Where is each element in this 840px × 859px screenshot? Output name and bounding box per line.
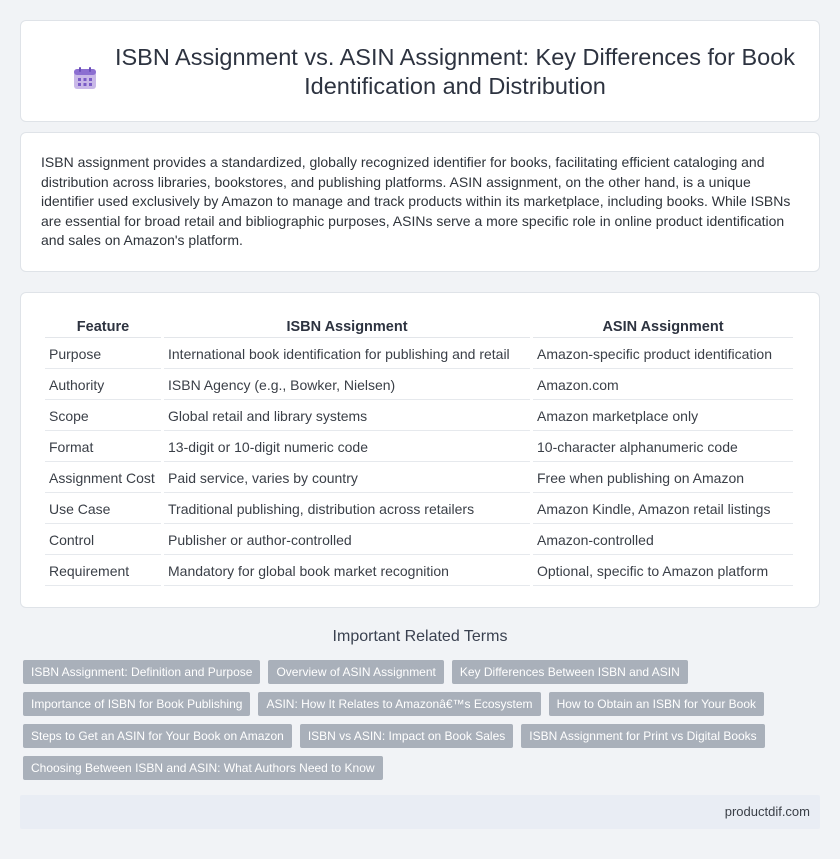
cell-feature: Purpose (45, 340, 161, 369)
cell-feature: Use Case (45, 495, 161, 524)
cell-isbn: Paid service, varies by country (164, 464, 530, 493)
table-header-row (45, 317, 793, 338)
related-term-tag[interactable]: How to Obtain an ISBN for Your Book (549, 692, 764, 716)
cell-asin: Amazon-specific product identification (533, 340, 793, 369)
cell-isbn: Mandatory for global book market recognition (164, 557, 530, 586)
related-terms-title: Important Related Terms (332, 628, 508, 645)
cell-asin: Amazon.com (533, 371, 793, 400)
related-terms-row (23, 660, 783, 684)
table-row (45, 495, 793, 524)
table-row (45, 371, 793, 400)
related-term-tag[interactable]: Steps to Get an ASIN for Your Book on Amazon (23, 724, 292, 748)
cell-isbn: 13-digit or 10-digit numeric code (164, 433, 530, 462)
related-term-tag[interactable]: ASIN: How It Relates to Amazonâ€™s Ecosystem (258, 692, 540, 716)
cell-feature: Requirement (45, 557, 161, 586)
page-title: ISBN Assignment vs. ASIN Assignment: Key Differences for Book Identification and Distribution (114, 44, 796, 99)
table-row (45, 557, 793, 586)
related-terms-row (23, 724, 783, 748)
cell-asin: 10-character alphanumeric code (533, 433, 793, 462)
cell-asin: Amazon marketplace only (533, 402, 793, 431)
header-feature: Feature (45, 317, 161, 338)
related-terms-row (23, 756, 783, 780)
cell-isbn: International book identification for publishing and retail (164, 340, 530, 369)
cell-feature: Authority (45, 371, 161, 400)
related-term-tag[interactable]: Overview of ASIN Assignment (268, 660, 443, 684)
footer (20, 795, 820, 829)
related-term-tag[interactable]: ISBN vs ASIN: Impact on Book Sales (300, 724, 513, 748)
related-term-tag[interactable]: Choosing Between ISBN and ASIN: What Authors Need to Know (23, 756, 383, 780)
cell-asin: Amazon-controlled (533, 526, 793, 555)
table-row (45, 340, 793, 369)
cell-feature: Assignment Cost (45, 464, 161, 493)
table-row (45, 526, 793, 555)
comparison-table (42, 315, 796, 588)
cell-asin: Amazon Kindle, Amazon retail listings (533, 495, 793, 524)
related-term-tag[interactable]: ISBN Assignment: Definition and Purpose (23, 660, 260, 684)
cell-isbn: Global retail and library systems (164, 402, 530, 431)
cell-feature: Scope (45, 402, 161, 431)
header-asin: ASIN Assignment (533, 317, 793, 338)
related-term-tag[interactable]: ISBN Assignment for Print vs Digital Books (521, 724, 764, 748)
related-term-tag[interactable]: Importance of ISBN for Book Publishing (23, 692, 250, 716)
cell-isbn: Publisher or author-controlled (164, 526, 530, 555)
summary-card (20, 132, 820, 272)
cell-feature: Control (45, 526, 161, 555)
footer-site[interactable]: productdif.com (724, 804, 810, 819)
related-terms-list (23, 660, 783, 788)
table-row (45, 433, 793, 462)
cell-feature: Format (45, 433, 161, 462)
related-terms-row (23, 692, 783, 716)
title-card (20, 20, 820, 122)
cell-asin: Free when publishing on Amazon (533, 464, 793, 493)
related-term-tag[interactable]: Key Differences Between ISBN and ASIN (452, 660, 688, 684)
table-row (45, 464, 793, 493)
comparison-table-card (20, 292, 820, 608)
summary-text: ISBN assignment provides a standardized, globally recognized identifier for books, facilitating efficient cataloging and distribution across libraries, bookstores, and publishing platforms. ASIN assignment, on the other hand, is a unique identifier used exclusively by Amazon to manage and track products within its marketplace, including books. While ISBNs are essential for broad retail and bibliographic purposes, ASINs serve a more specific role in online product identification and sales on Amazon's platform. (41, 154, 791, 248)
cell-isbn: ISBN Agency (e.g., Bowker, Nielsen) (164, 371, 530, 400)
cell-asin: Optional, specific to Amazon platform (533, 557, 793, 586)
table-row (45, 402, 793, 431)
header-isbn: ISBN Assignment (164, 317, 530, 338)
cell-isbn: Traditional publishing, distribution across retailers (164, 495, 530, 524)
calendar-icon (73, 67, 99, 91)
